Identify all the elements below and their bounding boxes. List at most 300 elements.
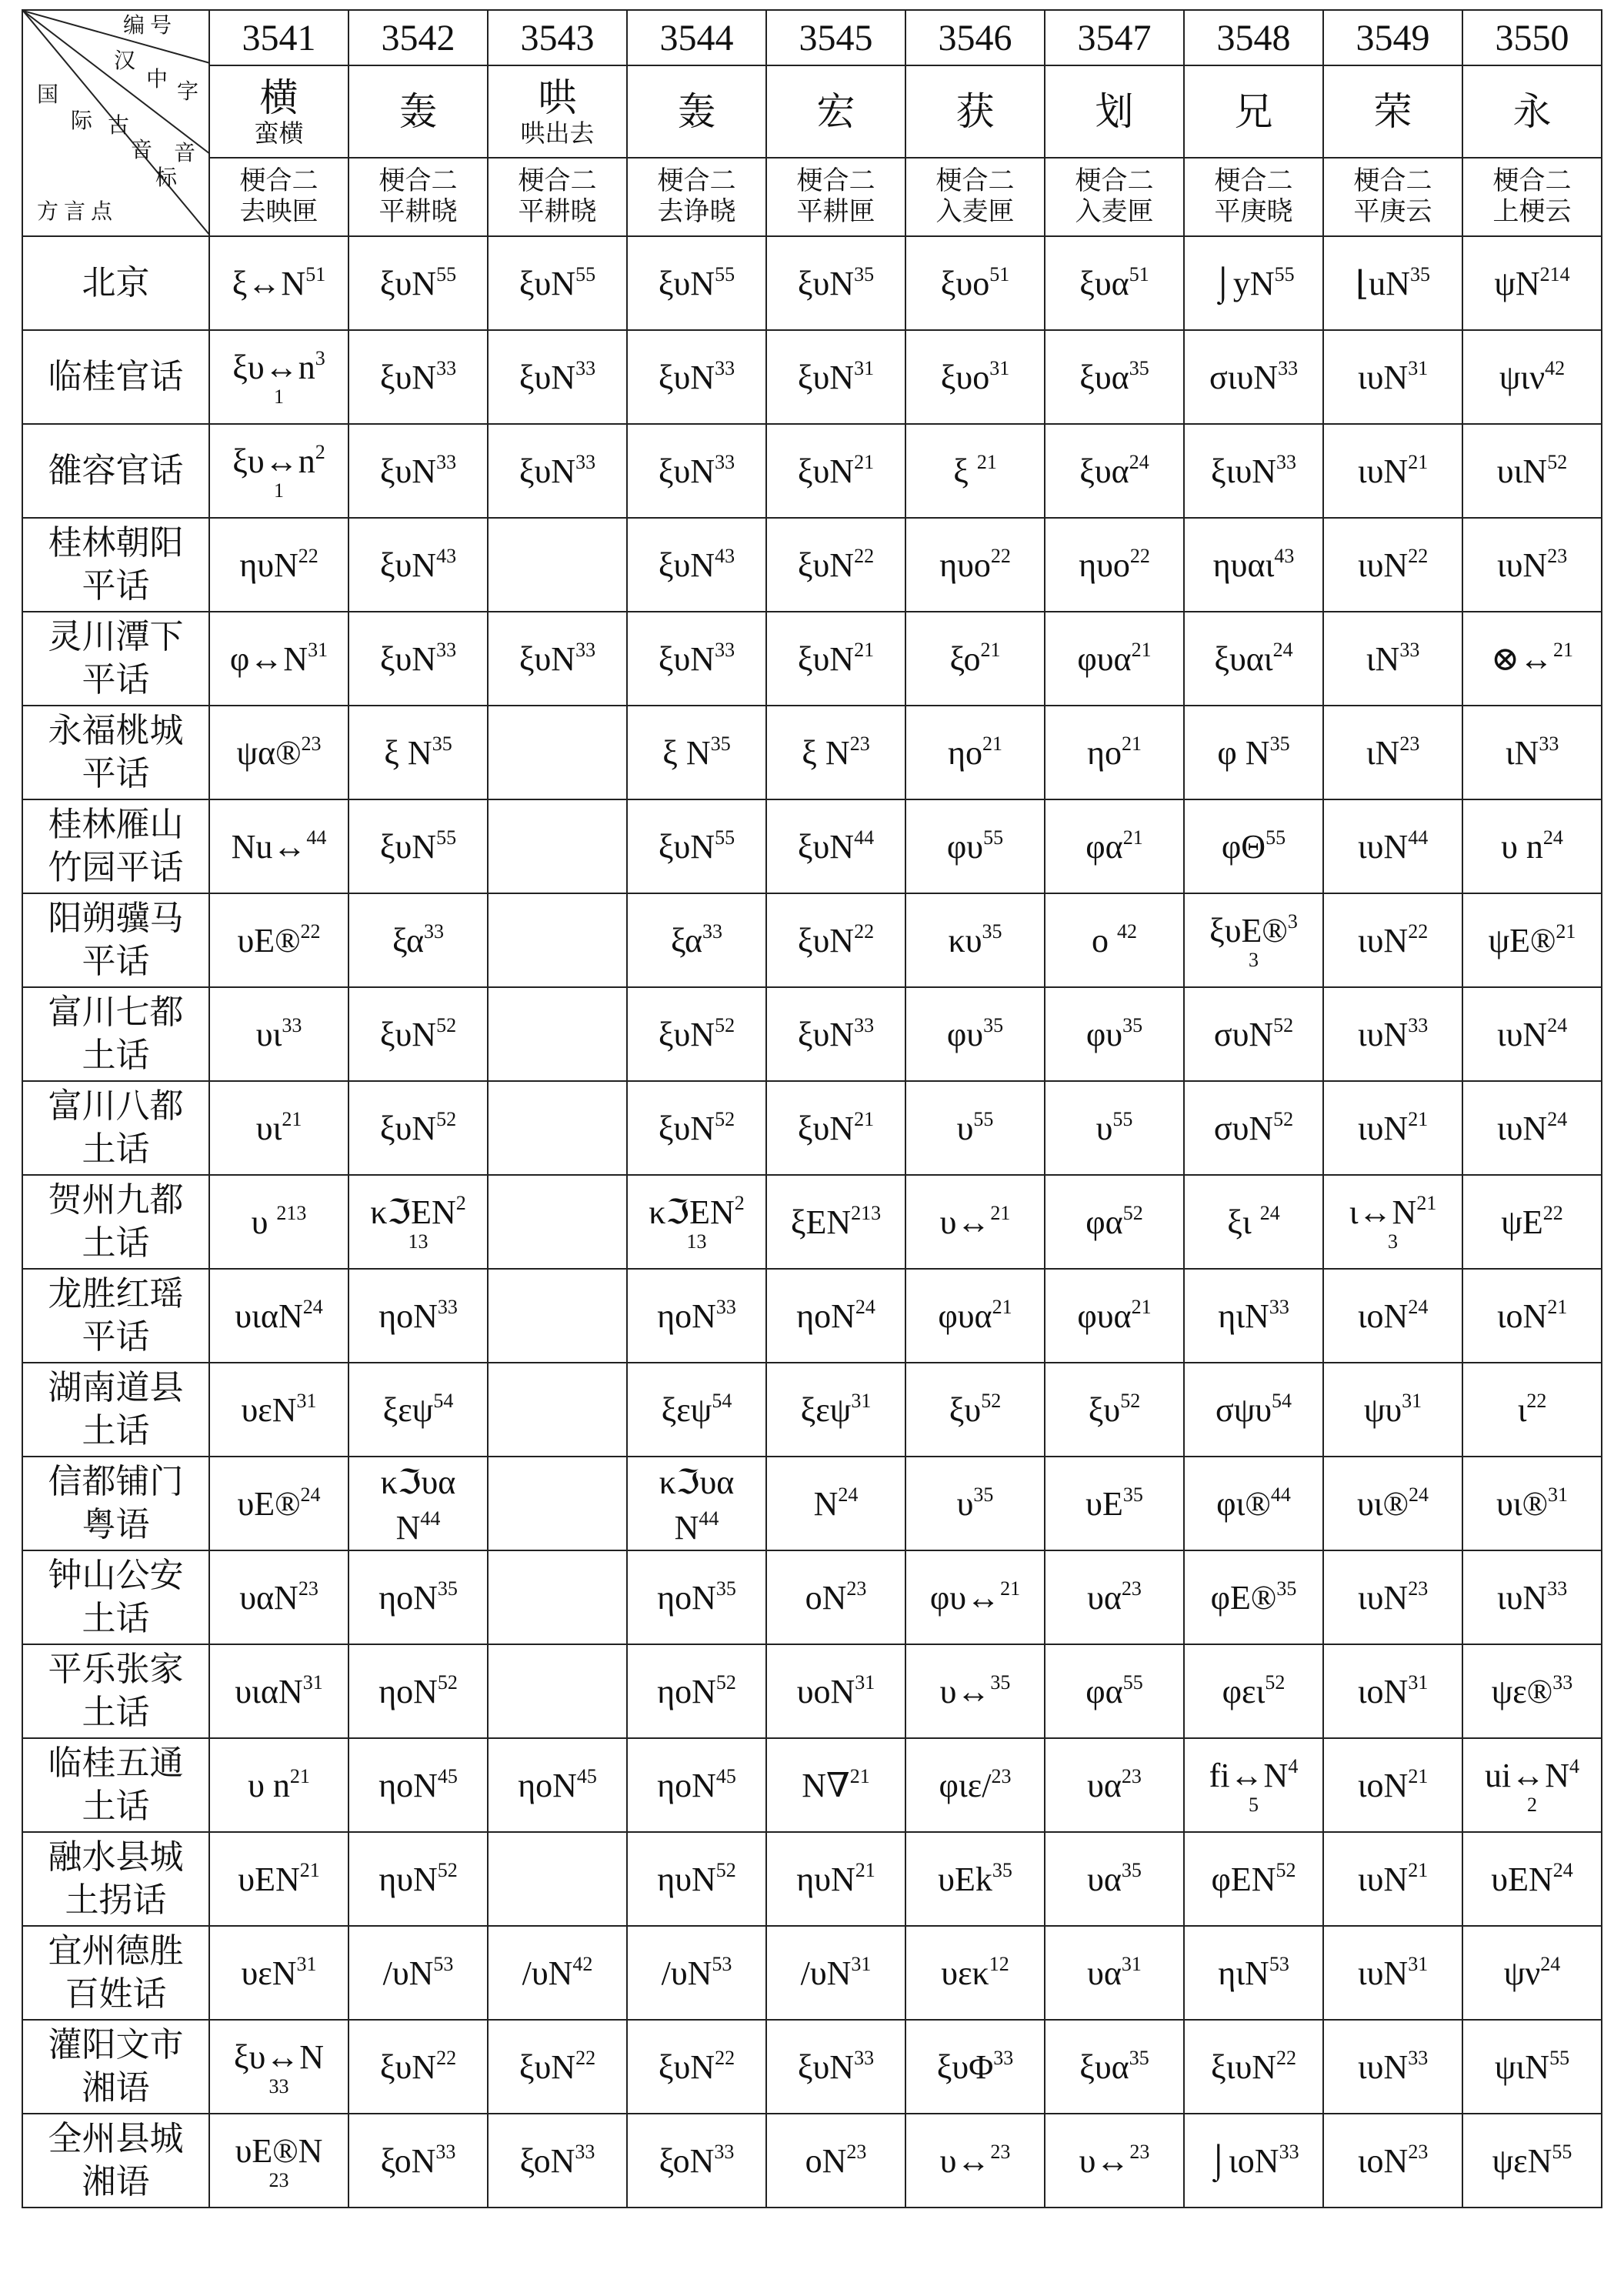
ipa-transcription: ξιυN xyxy=(1210,2048,1276,2086)
ipa-transcription: ψE xyxy=(1501,1203,1543,1241)
tone-number: 24 xyxy=(855,1296,875,1318)
tone-number: 44 xyxy=(420,1507,441,1530)
location-line: 竹园平话 xyxy=(48,849,184,886)
ipa-cell xyxy=(905,2114,1045,2208)
ipa-cell xyxy=(627,612,766,706)
ipa-transcription: ηυο xyxy=(1079,546,1130,584)
mc-mc2: 平耕匣 xyxy=(796,198,875,226)
ipa-cell xyxy=(1462,1644,1602,1738)
corner-label-bianhao: 编 号 xyxy=(123,14,172,38)
column-number: 3546 xyxy=(905,10,1045,65)
tone-number: 33 xyxy=(436,451,457,473)
column-number: 3545 xyxy=(766,10,905,65)
tone-number: 31 xyxy=(855,1671,875,1694)
ipa-cell xyxy=(766,2114,905,2208)
ipa-transcription: ξυN xyxy=(379,640,437,678)
tone-number: 33 xyxy=(575,2141,595,2163)
tone-number: 24 xyxy=(1409,1483,1429,1506)
ipa-cell xyxy=(209,1550,348,1644)
tone-number: 51 xyxy=(305,263,326,285)
ipa-transcription: ξυο xyxy=(940,265,990,302)
tone-number: 33 xyxy=(715,639,735,661)
tone-number: 23 xyxy=(849,733,870,755)
ipa-transcription: υεκ xyxy=(941,1954,989,1992)
ipa-cell xyxy=(627,1738,766,1832)
ipa-transcription: υιαN xyxy=(235,1297,303,1335)
ipa-cell xyxy=(488,1363,627,1457)
location-line: 灵川潭下 xyxy=(48,618,184,656)
tone-number: 3 xyxy=(1287,910,1298,933)
location-line: 富川八都 xyxy=(48,1087,184,1125)
tone-number: 21 xyxy=(282,1108,302,1130)
ipa-transcription: ιοN xyxy=(1496,1297,1548,1335)
ipa-transcription: ξυN xyxy=(379,359,437,396)
tone-number: 24 xyxy=(1408,1296,1429,1318)
ipa-cell xyxy=(348,893,488,987)
ipa-cell xyxy=(905,1550,1045,1644)
ipa-transcription: ξυN xyxy=(658,828,715,866)
ipa-cell xyxy=(1462,612,1602,706)
middle-chinese-category xyxy=(488,158,627,236)
tone-number: 33 xyxy=(575,357,596,379)
tone-number: 33 xyxy=(436,639,457,661)
tone-number-continued: 1 xyxy=(274,385,284,408)
dialect-location xyxy=(22,236,209,330)
tone-number: 52 xyxy=(981,1390,1002,1412)
tone-number: 24 xyxy=(1542,826,1563,849)
ipa-transcription: ξυ xyxy=(1088,1391,1121,1429)
location-line: 土话 xyxy=(82,1130,150,1168)
ipa-transcription: φυ↔ xyxy=(929,1579,1001,1617)
tone-number: 22 xyxy=(715,2047,735,2069)
tone-number: 55 xyxy=(1112,1108,1133,1130)
ipa-cell xyxy=(766,1738,905,1832)
ipa-transcription: υE® xyxy=(237,1485,301,1523)
ipa-transcription: υοN xyxy=(796,1673,855,1710)
ipa-cell xyxy=(1462,2114,1602,2208)
location-line: 土话 xyxy=(82,1412,150,1450)
tone-number: 4 xyxy=(1569,1755,1579,1777)
tone-number: 23 xyxy=(1121,1765,1142,1787)
column-number: 3543 xyxy=(488,10,627,65)
ipa-cell xyxy=(1045,987,1184,1081)
ipa-transcription: ⌊uN xyxy=(1356,265,1410,302)
tone-number: 52 xyxy=(715,1859,736,1881)
ipa-transcription: συN xyxy=(1213,1016,1274,1053)
ipa-cell xyxy=(488,330,627,424)
han-character: 获 xyxy=(955,90,995,133)
ipa-transcription: υι® xyxy=(1356,1485,1409,1523)
ipa-transcription: κυ xyxy=(948,922,982,959)
tone-number: 53 xyxy=(433,1953,454,1975)
tone-number: 213 xyxy=(851,1202,882,1224)
ipa-cell xyxy=(1184,1457,1323,1550)
ipa-transcription: ξυα xyxy=(1079,359,1129,396)
tone-number: 21 xyxy=(1131,1296,1152,1318)
location-line: 全州县城 xyxy=(48,2120,184,2158)
han-character: 荣 xyxy=(1373,90,1412,133)
tone-number: 23 xyxy=(1129,2141,1150,2163)
ipa-cell xyxy=(905,1926,1045,2020)
tone-number: 55 xyxy=(715,263,735,285)
ipa-cell xyxy=(488,893,627,987)
ipa-transcription-continued: $N^{44}$ xyxy=(395,1507,441,1547)
ipa-cell xyxy=(1323,893,1462,987)
ipa-cell xyxy=(766,1550,905,1644)
ipa-transcription: ηοN xyxy=(657,1297,716,1335)
ipa-cell xyxy=(1323,1269,1462,1363)
ipa-cell xyxy=(1184,1081,1323,1175)
header-corner xyxy=(22,10,209,236)
dialect-location xyxy=(22,2020,209,2114)
ipa-cell xyxy=(905,612,1045,706)
ipa-transcription: σιυN xyxy=(1209,359,1279,396)
dialect-row xyxy=(22,330,1602,424)
tone-number: 55 xyxy=(1552,2141,1572,2163)
ipa-cell xyxy=(1045,1832,1184,1926)
ipa-transcription: ⌡yN xyxy=(1212,265,1275,302)
ipa-transcription: ιN xyxy=(1366,640,1400,678)
mc-mc2: 平耕晓 xyxy=(378,198,458,226)
ipa-cell xyxy=(1462,893,1602,987)
ipa-cell xyxy=(905,1269,1045,1363)
tone-number: 55 xyxy=(1266,826,1286,849)
tone-number: 45 xyxy=(437,1765,458,1787)
mc-mc1: 梗合二 xyxy=(1214,167,1293,195)
middle-chinese-category xyxy=(1462,158,1602,236)
corner-label-zhong: 中 xyxy=(146,68,168,92)
ipa-transcription: ηοN xyxy=(378,1767,438,1804)
tone-number-continued: 3 xyxy=(1249,949,1259,971)
ipa-cell xyxy=(766,330,905,424)
dialect-table xyxy=(22,9,1602,2208)
tone-number: 21 xyxy=(849,1765,870,1787)
ipa-transcription: /υN xyxy=(522,1954,573,1992)
location-line: 平话 xyxy=(82,755,150,793)
tone-number: 2 xyxy=(455,1192,466,1214)
corner-label-fangyandian: 方 言 点 xyxy=(37,200,113,224)
ipa-cell xyxy=(1045,1175,1184,1269)
tone-number: 22 xyxy=(854,920,875,943)
tone-number: 33 xyxy=(1552,1671,1573,1694)
ipa-transcription: ⊗↔ xyxy=(1491,640,1553,678)
ipa-cell xyxy=(1045,2114,1184,2208)
ipa-transcription: υE® xyxy=(237,922,301,959)
ipa-cell xyxy=(766,799,905,893)
corner-label-guo: 国 xyxy=(37,83,59,107)
ipa-transcription: ψιν xyxy=(1499,359,1546,396)
tone-number-continued: 2 xyxy=(1527,1794,1537,1816)
tone-number-continued: 3 xyxy=(1388,1230,1398,1253)
tone-number: 52 xyxy=(1273,1108,1294,1130)
ipa-cell xyxy=(905,893,1045,987)
ipa-transcription: ο xyxy=(1092,922,1117,959)
ipa-transcription: ηο xyxy=(947,734,982,772)
ipa-cell xyxy=(1045,424,1184,518)
ipa-transcription: ηοN xyxy=(657,1579,716,1617)
tone-number: 55 xyxy=(1549,2047,1570,2069)
tone-number: 52 xyxy=(715,1014,735,1036)
ipa-cell xyxy=(209,1081,348,1175)
tone-number: 21 xyxy=(854,1108,875,1130)
tone-number: 33 xyxy=(1408,1014,1429,1036)
ipa-cell xyxy=(1462,1457,1602,1550)
tone-number: 22 xyxy=(300,920,321,943)
mc-mc1: 梗合二 xyxy=(518,167,597,195)
tone-number: 21 xyxy=(1547,1296,1568,1318)
tone-number-continued: 23 xyxy=(268,2168,289,2191)
location-line: 龙胜红瑶 xyxy=(48,1275,184,1313)
ipa-transcription: φι® xyxy=(1216,1485,1271,1523)
location-line: 雒容官话 xyxy=(48,452,184,489)
ipa-transcription: υι® xyxy=(1496,1485,1549,1523)
tone-number: 24 xyxy=(300,1483,321,1506)
tone-number: 33 xyxy=(702,920,723,943)
tone-number: 22 xyxy=(298,545,318,567)
ipa-cell xyxy=(1323,518,1462,612)
mc-mc2: 平庚云 xyxy=(1353,198,1432,226)
column-character xyxy=(905,65,1045,158)
dialect-location xyxy=(22,1175,209,1269)
tone-number: 21 xyxy=(854,639,875,661)
tone-number: 21 xyxy=(1552,639,1573,661)
tone-number: 33 xyxy=(1408,2047,1429,2069)
tone-number: 23 xyxy=(1547,545,1568,567)
ipa-transcription: υ xyxy=(956,1485,974,1523)
tone-number: 33 xyxy=(282,1014,302,1036)
ipa-cell xyxy=(488,424,627,518)
ipa-cell xyxy=(1184,1644,1323,1738)
ipa-cell xyxy=(209,1363,348,1457)
ipa-cell xyxy=(348,1550,488,1644)
ipa-transcription: ψα® xyxy=(236,734,302,772)
ipa-cell xyxy=(488,1457,627,1550)
ipa-cell xyxy=(905,1457,1045,1550)
column-character xyxy=(766,65,905,158)
ipa-transcription: φα xyxy=(1085,828,1123,866)
ipa-transcription: ψν xyxy=(1503,1954,1541,1992)
ipa-transcription: οN xyxy=(805,1579,847,1617)
ipa-transcription: ξυN xyxy=(658,2048,715,2086)
ipa-cell xyxy=(488,2020,627,2114)
tone-number: 53 xyxy=(1269,1953,1289,1975)
ipa-transcription: ξυ↔N xyxy=(233,2037,325,2076)
ipa-cell xyxy=(488,518,627,612)
column-number: 3542 xyxy=(348,10,488,65)
dialect-row xyxy=(22,424,1602,518)
ipa-transcription: ξα xyxy=(670,922,703,959)
dialect-row xyxy=(22,1175,1602,1269)
han-character: 轰 xyxy=(398,90,438,133)
ipa-cell xyxy=(1184,893,1323,987)
ipa-cell xyxy=(348,799,488,893)
ipa-transcription: φα xyxy=(1085,1203,1123,1241)
tone-number: 21 xyxy=(1122,733,1142,755)
dialect-location xyxy=(22,1363,209,1457)
tone-number: 21 xyxy=(855,1859,875,1881)
location-line: 桂林雁山 xyxy=(48,806,184,843)
ipa-transcription: ηυN xyxy=(657,1860,716,1898)
tone-number: 31 xyxy=(308,639,328,661)
ipa-transcription: ξυN xyxy=(658,452,715,490)
ipa-cell xyxy=(348,1269,488,1363)
tone-number: 35 xyxy=(1269,733,1290,755)
ipa-cell xyxy=(348,1926,488,2020)
tone-number: 22 xyxy=(990,545,1011,567)
tone-number: 35 xyxy=(973,1483,994,1506)
column-character xyxy=(209,65,348,158)
ipa-transcription: υι xyxy=(255,1016,282,1053)
column-character xyxy=(488,65,627,158)
ipa-cell xyxy=(1045,1738,1184,1832)
ipa-cell xyxy=(905,799,1045,893)
ipa-cell xyxy=(1323,2020,1462,2114)
tone-number: 33 xyxy=(575,639,596,661)
mc-mc1: 梗合二 xyxy=(239,167,318,195)
ipa-transcription: ψN xyxy=(1494,265,1540,302)
tone-number: 31 xyxy=(1402,1390,1422,1412)
ipa-cell xyxy=(1323,1926,1462,2020)
tone-number: 21 xyxy=(854,451,875,473)
ipa-transcription: ιυN xyxy=(1357,546,1409,584)
ipa-transcription-continued: $N^{44}$ xyxy=(674,1507,719,1547)
dialect-location xyxy=(22,1644,209,1738)
tone-number: 31 xyxy=(302,1671,323,1694)
mc-mc1: 梗合二 xyxy=(1353,167,1432,195)
tone-number: 33 xyxy=(715,451,735,473)
ipa-transcription: ξυN xyxy=(658,1110,715,1147)
ipa-cell xyxy=(627,1457,766,1550)
ipa-transcription: ιN xyxy=(1366,734,1400,772)
ipa-transcription: ιυN xyxy=(1357,452,1409,490)
ipa-cell xyxy=(209,612,348,706)
ipa-cell xyxy=(488,1550,627,1644)
ipa-cell xyxy=(627,1175,766,1269)
mc-mc2: 去诤晓 xyxy=(657,198,736,226)
ipa-cell xyxy=(1323,1644,1462,1738)
tone-number: 31 xyxy=(1408,1953,1429,1975)
ipa-cell xyxy=(348,2114,488,2208)
ipa-transcription: ξυE® xyxy=(1209,912,1288,949)
ipa-cell xyxy=(1184,1738,1323,1832)
han-character: 哄 xyxy=(538,76,577,119)
tone-number: 22 xyxy=(436,2047,457,2069)
location-line: 灌阳文市 xyxy=(48,2026,184,2064)
ipa-cell xyxy=(905,2020,1045,2114)
ipa-cell xyxy=(627,2114,766,2208)
ipa-transcription: φα xyxy=(1085,1673,1123,1710)
ipa-cell xyxy=(1323,1738,1462,1832)
dialect-location xyxy=(22,1926,209,2020)
tone-number: 33 xyxy=(714,2141,735,2163)
ipa-transcription: ξεψ xyxy=(382,1391,434,1429)
ipa-transcription: φΘ xyxy=(1221,828,1266,866)
ipa-cell xyxy=(1184,2020,1323,2114)
ipa-transcription: ξυN xyxy=(797,640,855,678)
ipa-transcription: ι xyxy=(1517,1391,1527,1429)
tone-number-continued: 33 xyxy=(268,2074,289,2097)
ipa-transcription: υ↔ xyxy=(1079,2142,1130,2180)
ipa-cell xyxy=(348,518,488,612)
ipa-cell xyxy=(488,1926,627,2020)
ipa-cell xyxy=(627,330,766,424)
dialect-row xyxy=(22,518,1602,612)
dialect-location xyxy=(22,893,209,987)
tone-number: 35 xyxy=(715,1577,736,1600)
ipa-transcription: ξυN xyxy=(519,359,576,396)
character-gloss: 蛮横 xyxy=(254,119,304,147)
ipa-transcription: ξυN xyxy=(658,265,715,302)
ipa-transcription: ηοN xyxy=(378,1297,438,1335)
han-character: 兄 xyxy=(1234,90,1273,133)
tone-number: 33 xyxy=(1399,639,1420,661)
ipa-transcription: υE xyxy=(1085,1485,1123,1523)
ipa-cell xyxy=(1184,1550,1323,1644)
tone-number: 21 xyxy=(1408,451,1429,473)
ipa-cell xyxy=(1184,706,1323,799)
ipa-transcription: ξυN xyxy=(797,359,855,396)
dialect-row xyxy=(22,236,1602,330)
column-character xyxy=(1045,65,1184,158)
tone-number: 43 xyxy=(715,545,735,567)
ipa-transcription: φυα xyxy=(1077,1297,1132,1335)
column-character xyxy=(627,65,766,158)
tone-number: 35 xyxy=(1129,2047,1149,2069)
ipa-cell xyxy=(1462,424,1602,518)
han-character: 永 xyxy=(1512,90,1552,133)
character-gloss: 哄出去 xyxy=(520,119,595,147)
location-line: 临桂五通 xyxy=(48,1744,184,1782)
ipa-transcription: ξ N xyxy=(802,734,850,772)
tone-number: 52 xyxy=(437,1671,458,1694)
tone-number: 33 xyxy=(435,2141,456,2163)
ipa-cell xyxy=(1462,706,1602,799)
corner-label-yin1: 音 xyxy=(131,138,153,162)
ipa-transcription: ξυN xyxy=(519,265,576,302)
ipa-cell xyxy=(488,1738,627,1832)
ipa-transcription: ξυN xyxy=(797,546,855,584)
ipa-cell xyxy=(766,612,905,706)
ipa-cell xyxy=(209,1457,348,1550)
tone-number: 44 xyxy=(306,826,327,849)
tone-number: 43 xyxy=(436,545,457,567)
ipa-transcription: ξυN xyxy=(379,828,437,866)
tone-number: 55 xyxy=(436,263,457,285)
mc-mc2: 上梗云 xyxy=(1492,198,1572,226)
ipa-cell xyxy=(766,706,905,799)
tone-number: 22 xyxy=(1129,545,1150,567)
tone-number: 44 xyxy=(699,1507,719,1530)
mc-mc1: 梗合二 xyxy=(935,167,1015,195)
ipa-cell xyxy=(348,424,488,518)
ipa-cell xyxy=(1323,1081,1462,1175)
corner-label-yin2: 音 xyxy=(174,142,196,165)
tone-number: 23 xyxy=(1408,1577,1429,1600)
ipa-cell xyxy=(1462,987,1602,1081)
location-line: 湖南道县 xyxy=(48,1369,184,1407)
ipa-transcription: ηοN xyxy=(378,1579,438,1617)
ipa-cell xyxy=(488,1644,627,1738)
corner-label-han: 汉 xyxy=(114,49,136,73)
ipa-transcription: ξυN xyxy=(797,922,855,959)
tone-number: 35 xyxy=(992,1859,1012,1881)
ipa-cell xyxy=(209,1644,348,1738)
tone-number: 33 xyxy=(1547,1577,1568,1600)
ipa-cell xyxy=(1323,2114,1462,2208)
ipa-transcription: ηυο xyxy=(939,546,991,584)
ipa-transcription: ξυN xyxy=(519,640,576,678)
ipa-cell xyxy=(1184,987,1323,1081)
